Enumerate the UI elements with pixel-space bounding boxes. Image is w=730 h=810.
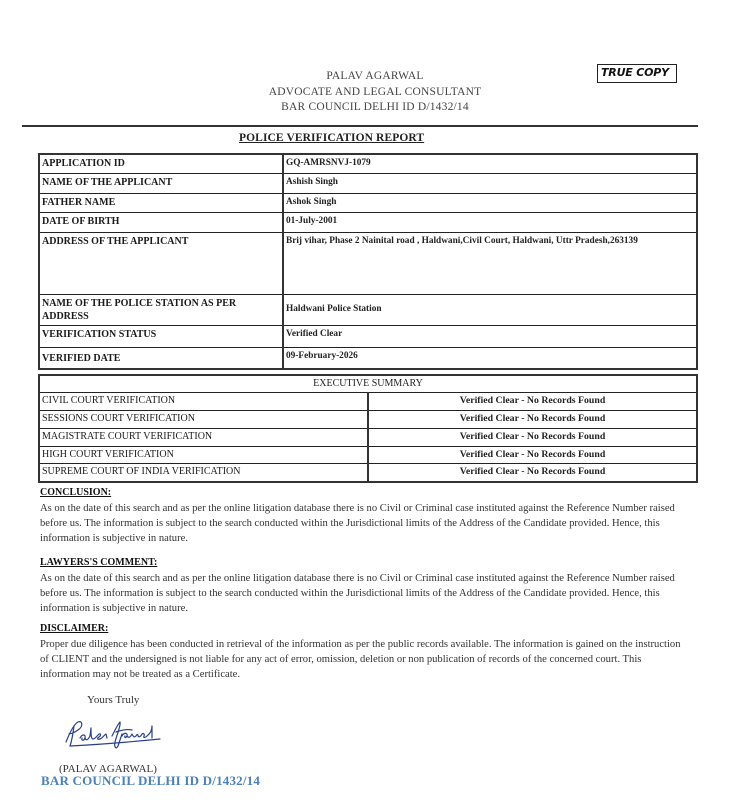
applicant-name-value: Ashish Singh [283, 174, 697, 194]
verification-status-value: Verified Clear [283, 325, 697, 347]
table-row [39, 232, 697, 294]
table-row [39, 428, 697, 446]
table-row [39, 193, 697, 213]
court-label: CIVIL COURT VERIFICATION [39, 393, 368, 411]
field-label: VERIFICATION STATUS [39, 325, 283, 347]
field-label: NAME OF THE POLICE STATION AS PER ADDRESS [39, 294, 283, 325]
court-result: Verified Clear - No Records Found [368, 411, 697, 429]
court-result: Verified Clear - No Records Found [368, 428, 697, 446]
court-label: HIGH COURT VERIFICATION [39, 446, 368, 464]
executive-summary-table [38, 374, 698, 483]
executive-summary-title: EXECUTIVE SUMMARY [39, 375, 697, 393]
lawyers-comment-heading: LAWYERS'S COMMENT: [40, 557, 158, 568]
court-label: SUPREME COURT OF INDIA VERIFICATION [39, 464, 368, 482]
advocate-designation: ADVOCATE AND LEGAL CONSULTANT [268, 85, 482, 98]
signature-image [60, 712, 170, 760]
table-row [39, 213, 697, 233]
application-id-value: GQ-AMRSNVJ-1079 [283, 154, 697, 174]
address-value: Brij vihar, Phase 2 Nainital road , Haldwani,Civil Court, Haldwani, Uttr Pradesh,263139 [283, 232, 697, 294]
table-row [39, 347, 697, 369]
closing-salutation: Yours Truly [87, 694, 140, 706]
table-row [39, 174, 697, 194]
disclaimer-heading: DISCLAIMER: [40, 623, 109, 634]
conclusion-section [40, 485, 690, 546]
table-header-row [39, 375, 697, 393]
court-result: Verified Clear - No Records Found [368, 446, 697, 464]
report-title: POLICE VERIFICATION REPORT [239, 132, 425, 144]
verified-date-value: 09-February-2026 [283, 347, 697, 369]
court-label: SESSIONS COURT VERIFICATION [39, 411, 368, 429]
conclusion-heading: CONCLUSION: [40, 487, 112, 498]
field-label: NAME OF THE APPLICANT [39, 174, 283, 194]
header-divider [22, 125, 698, 127]
conclusion-text: As on the date of this search and as per the online litigation database there is no Civil or Criminal case instituted against the Reference Number raised before us. The information is subject to the search conducted within the Jurisdictional limits of the Address of the Candidate provided. Hence, this information is subjective in nature. [40, 503, 675, 544]
father-name-value: Ashok Singh [283, 193, 697, 213]
table-row [39, 411, 697, 429]
table-row [39, 154, 697, 174]
lawyers-comment-section [40, 555, 690, 616]
signer-bar-council-id: BAR COUNCIL DELHI ID D/1432/14 [41, 773, 261, 788]
lawyers-comment-text: As on the date of this search and as per the online litigation database there is no Civil or Criminal case instituted against the Reference Number raised before us. The information is subject to the search conducted within the Jurisdictional limits of the Address of the Candidate provided. Hence, this information is subjective in nature. [40, 573, 675, 614]
field-label: ADDRESS OF THE APPLICANT [39, 232, 283, 294]
date-of-birth-value: 01-July-2001 [283, 213, 697, 233]
field-label: APPLICATION ID [39, 154, 283, 174]
table-row [39, 464, 697, 482]
table-row [39, 393, 697, 411]
court-result: Verified Clear - No Records Found [368, 464, 697, 482]
field-label: FATHER NAME [39, 193, 283, 213]
table-row [39, 325, 697, 347]
applicant-details-table [38, 153, 698, 370]
advocate-bar-id: BAR COUNCIL DELHI ID D/1432/14 [281, 101, 469, 113]
disclaimer-text: Proper due diligence has been conducted in retrieval of the information as per the public records available. The information is gained on the instruction of CLIENT and the undersigned is not liable for any act of error, omission, deletion or non publication of records of the concerned court. This information may not be treated as a Certificate. [40, 639, 681, 680]
court-label: MAGISTRATE COURT VERIFICATION [39, 428, 368, 446]
true-copy-stamp: TRUE COPY [597, 64, 677, 83]
table-row [39, 446, 697, 464]
disclaimer-section [40, 621, 690, 682]
court-result: Verified Clear - No Records Found [368, 393, 697, 411]
field-label: DATE OF BIRTH [39, 213, 283, 233]
police-station-value: Haldwani Police Station [283, 294, 697, 325]
signer-name: (PALAV AGARWAL) [59, 763, 157, 775]
letterhead [230, 69, 520, 116]
table-row [39, 294, 697, 325]
field-label: VERIFIED DATE [39, 347, 283, 369]
advocate-name: PALAV AGARWAL [326, 70, 424, 82]
